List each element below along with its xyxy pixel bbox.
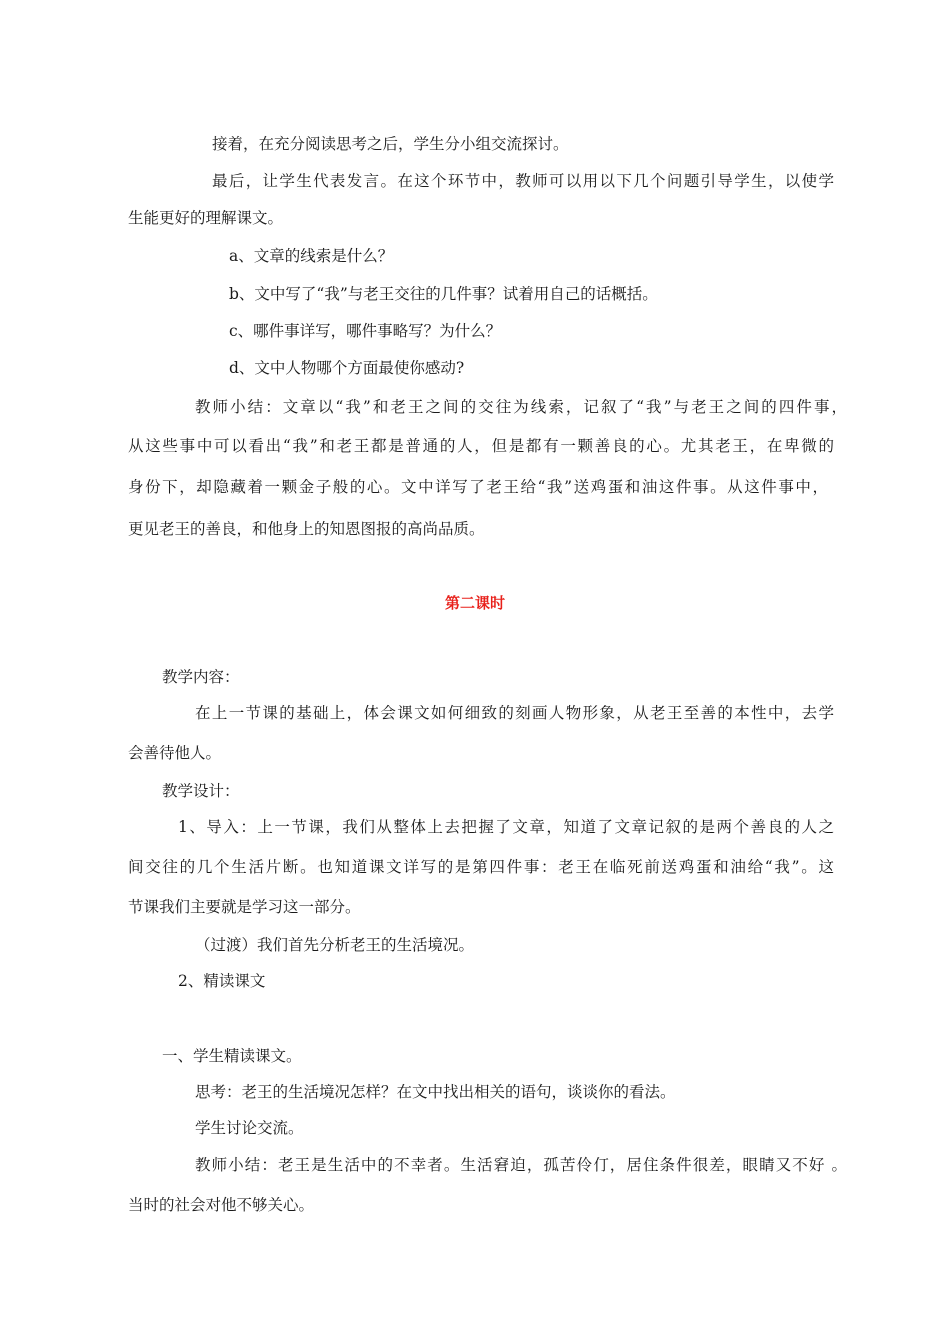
text-line: 更见老王的善良，和他身上的知恩图报的高尚品质。 xyxy=(128,520,485,538)
text-line: 节课我们主要就是学习这一部分。 xyxy=(128,898,361,916)
text-line: 间交往的几个生活片断。也知道课文详写的是第四件事：老王在临死前送鸡蛋和油给“我”。这 xyxy=(128,858,834,876)
text-line: 身份下，却隐藏着一颗金子般的心。文中详写了老王给“我”送鸡蛋和油这件事。从这件事中， xyxy=(128,478,828,496)
text-line: 1、导入：上一节课，我们从整体上去把握了文章，知道了文章记叙的是两个善良的人之 xyxy=(178,818,834,836)
text-line: 最后，让学生代表发言。在这个环节中，教师可以用以下几个问题引导学生，以使学 xyxy=(212,172,834,190)
text-line: 学生讨论交流。 xyxy=(195,1119,304,1137)
text-line: （过渡）我们首先分析老王的生活境况。 xyxy=(195,936,475,954)
text-line: 教师小结：文章以“我”和老王之间的交往为线索，记叙了“我”与老王之间的四件事， xyxy=(195,398,847,416)
text-line: 会善待他人。 xyxy=(128,744,222,762)
text-line: 2、精读课文 xyxy=(178,972,266,990)
question-a: a、文章的线索是什么？ xyxy=(229,247,394,265)
text-line: 在上一节课的基础上，体会课文如何细致的刻画人物形象，从老王至善的本性中，去学 xyxy=(195,704,834,722)
question-c: c、哪件事详写，哪件事略写？为什么？ xyxy=(229,322,502,340)
label-teaching-content: 教学内容： xyxy=(162,668,240,686)
section-heading: 第二课时 xyxy=(444,594,505,612)
question-b: b、文中写了“我”与老王交往的几件事？试着用自己的话概括。 xyxy=(229,285,658,303)
text-line: 一、学生精读课文。 xyxy=(162,1047,302,1065)
text-line: 接着，在充分阅读思考之后，学生分小组交流探讨。 xyxy=(212,135,569,153)
text-line: 生能更好的理解课文。 xyxy=(128,209,284,227)
text-line: 当时的社会对他不够关心。 xyxy=(128,1196,315,1214)
question-d: d、文中人物哪个方面最使你感动? xyxy=(229,359,465,377)
text-line: 思考：老王的生活境况怎样？在文中找出相关的语句，谈谈你的看法。 xyxy=(195,1083,676,1101)
label-teaching-design: 教学设计： xyxy=(162,782,240,800)
text-line: 教师小结：老王是生活中的不幸者。生活窘迫，孤苦伶仃，居住条件很差，眼睛又不好 。 xyxy=(195,1156,847,1174)
text-line: 从这些事中可以看出“我”和老王都是普通的人，但是都有一颗善良的心。尤其老王，在卑微的 xyxy=(128,437,834,455)
